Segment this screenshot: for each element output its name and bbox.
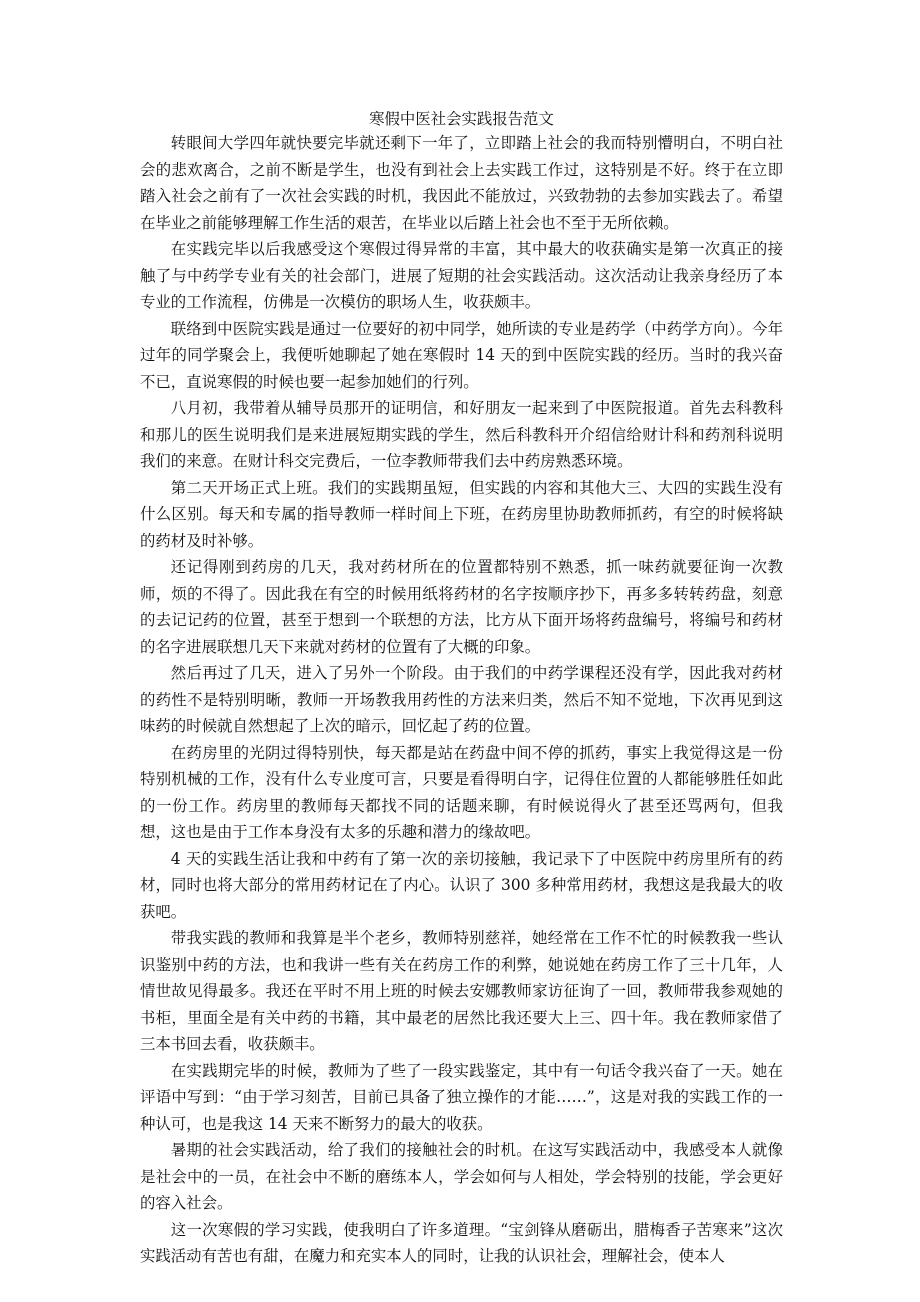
paragraph-3: 联络到中医院实践是通过一位要好的初中同学，她所读的专业是药学（中药学方向）。今年过年的同学聚会上，我便听她聊起了她在寒假时 14 天的到中医院实践的经历。当时的我兴奋不已，直说寒假的时候也要一起参加她们的行列。 xyxy=(140,319,783,391)
document-title: 寒假中医社会实践报告范文 xyxy=(369,110,554,128)
paragraph-2: 在实践完毕以后我感受这个寒假过得异常的丰富，其中最大的收获确实是第一次真正的接触了与中药学专业有关的社会部门，进展了短期的社会实践活动。这次活动让我亲身经历了本专业的工作流程，仿佛是一次模仿的职场人生，收获颇丰。 xyxy=(140,240,783,311)
paragraph-13: 这一次寒假的学习实践，使我明白了许多道理。“宝剑锋从磨砺出，腊梅香子苦寒来”这次实践活动有苦也有甜，在魔力和充实本人的同时，让我的认识社会，理解社会，使本人 xyxy=(140,1220,783,1265)
paragraph-1: 转眼间大学四年就快要完毕就还剩下一年了，立即踏上社会的我而特别懵明白，不明白社会的悲欢离合，之前不断是学生，也没有到社会上去实践工作过，这特别是不好。终于在立即踏入社会之前有了一次社会实践的时机，我因此不能放过，兴致勃勃的去参加实践去了。希望在毕业之前能够理解工作生活的艰苦，在毕业以后踏上社会也不至于无所依赖。 xyxy=(140,134,783,232)
paragraph-11: 在实践期完毕的时候，教师为了些了一段实践鉴定，其中有一句话令我兴奋了一天。她在评语中写到：“由于学习刻苦，目前已具备了独立操作的才能……”，这是对我的实践工作的一种认可，也是我这 14 天来不断努力的最大的收获。 xyxy=(140,1061,783,1133)
paragraph-6: 还记得刚到药房的几天，我对药材所在的位置都特别不熟悉，抓一味药就要征询一次教师，烦的不得了。因此我在有空的时候用纸将药材的名字按顺序抄下，再多多转转药盘，刻意的去记记药的位置，甚至于想到一个联想的方法，比方从下面开场将药盘编号，将编号和药材的名字进展联想几天下来就对药材的位置有了大概的印象。 xyxy=(140,558,783,656)
paragraph-9: 4 天的实践生活让我和中药有了第一次的亲切接触，我记录下了中医院中药房里所有的药材，同时也将大部分的常用药材记在了内心。认识了 300 多种常用药材，我想这是我最大的收获吧。 xyxy=(140,849,783,921)
paragraph-10: 带我实践的教师和我算是半个老乡，教师特别慈祥，她经常在工作不忙的时候教我一些认识鉴别中药的方法，也和我讲一些有关在药房工作的利弊，她说她在药房工作了三十几年，人情世故见得最多。我还在平时不用上班的时候去安娜教师家访征询了一回，教师带我参观她的书柜，里面全是有关中药的书籍，其中最老的居然比我还要大上三、四十年。我在教师家借了三本书回去看，收获颇丰。 xyxy=(140,929,783,1053)
document-page xyxy=(140,108,783,1270)
paragraph-8: 在药房里的光阴过得特别快，每天都是站在药盘中间不停的抓药，事实上我觉得这是一份特别机械的工作，没有什么专业度可言，只要是看得明白字，记得住位置的人都能够胜任如此的一份工作。药房里的教师每天都找不同的话题来聊，有时候说得火了甚至还骂两句，但我想，这也是由于工作本身没有太多的乐趣和潜力的缘故吧。 xyxy=(140,743,783,841)
paragraph-12: 暑期的社会实践活动，给了我们的接触社会的时机。在这写实践活动中，我感受本人就像是社会中的一员，在社会中不断的磨练本人，学会如何与人相处，学会特别的技能，学会更好的容入社会。 xyxy=(140,1141,783,1212)
paragraph-5: 第二天开场正式上班。我们的实践期虽短，但实践的内容和其他大三、大四的实践生没有什么区别。每天和专属的指导教师一样时间上下班，在药房里协助教师抓药，有空的时候将缺的药材及时补够。 xyxy=(140,478,783,550)
paragraph-4: 八月初，我带着从辅导员那开的证明信，和好朋友一起来到了中医院报道。首先去科教科和那儿的医生说明我们是来进展短期实践的学生，然后科教科开介绍信给财计科和药剂科说明我们的来意。在财计科交完费后，一位李教师带我们去中药房熟悉环境。 xyxy=(140,399,783,470)
paragraph-7: 然后再过了几天，进入了另外一个阶段。由于我们的中药学课程还没有学，因此我对药材的药性不是特别明晰，教师一开场教我用药性的方法来归类，然后不知不觉地，下次再见到这味药的时候就自然想起了上次的暗示，回忆起了药的位置。 xyxy=(140,664,783,735)
